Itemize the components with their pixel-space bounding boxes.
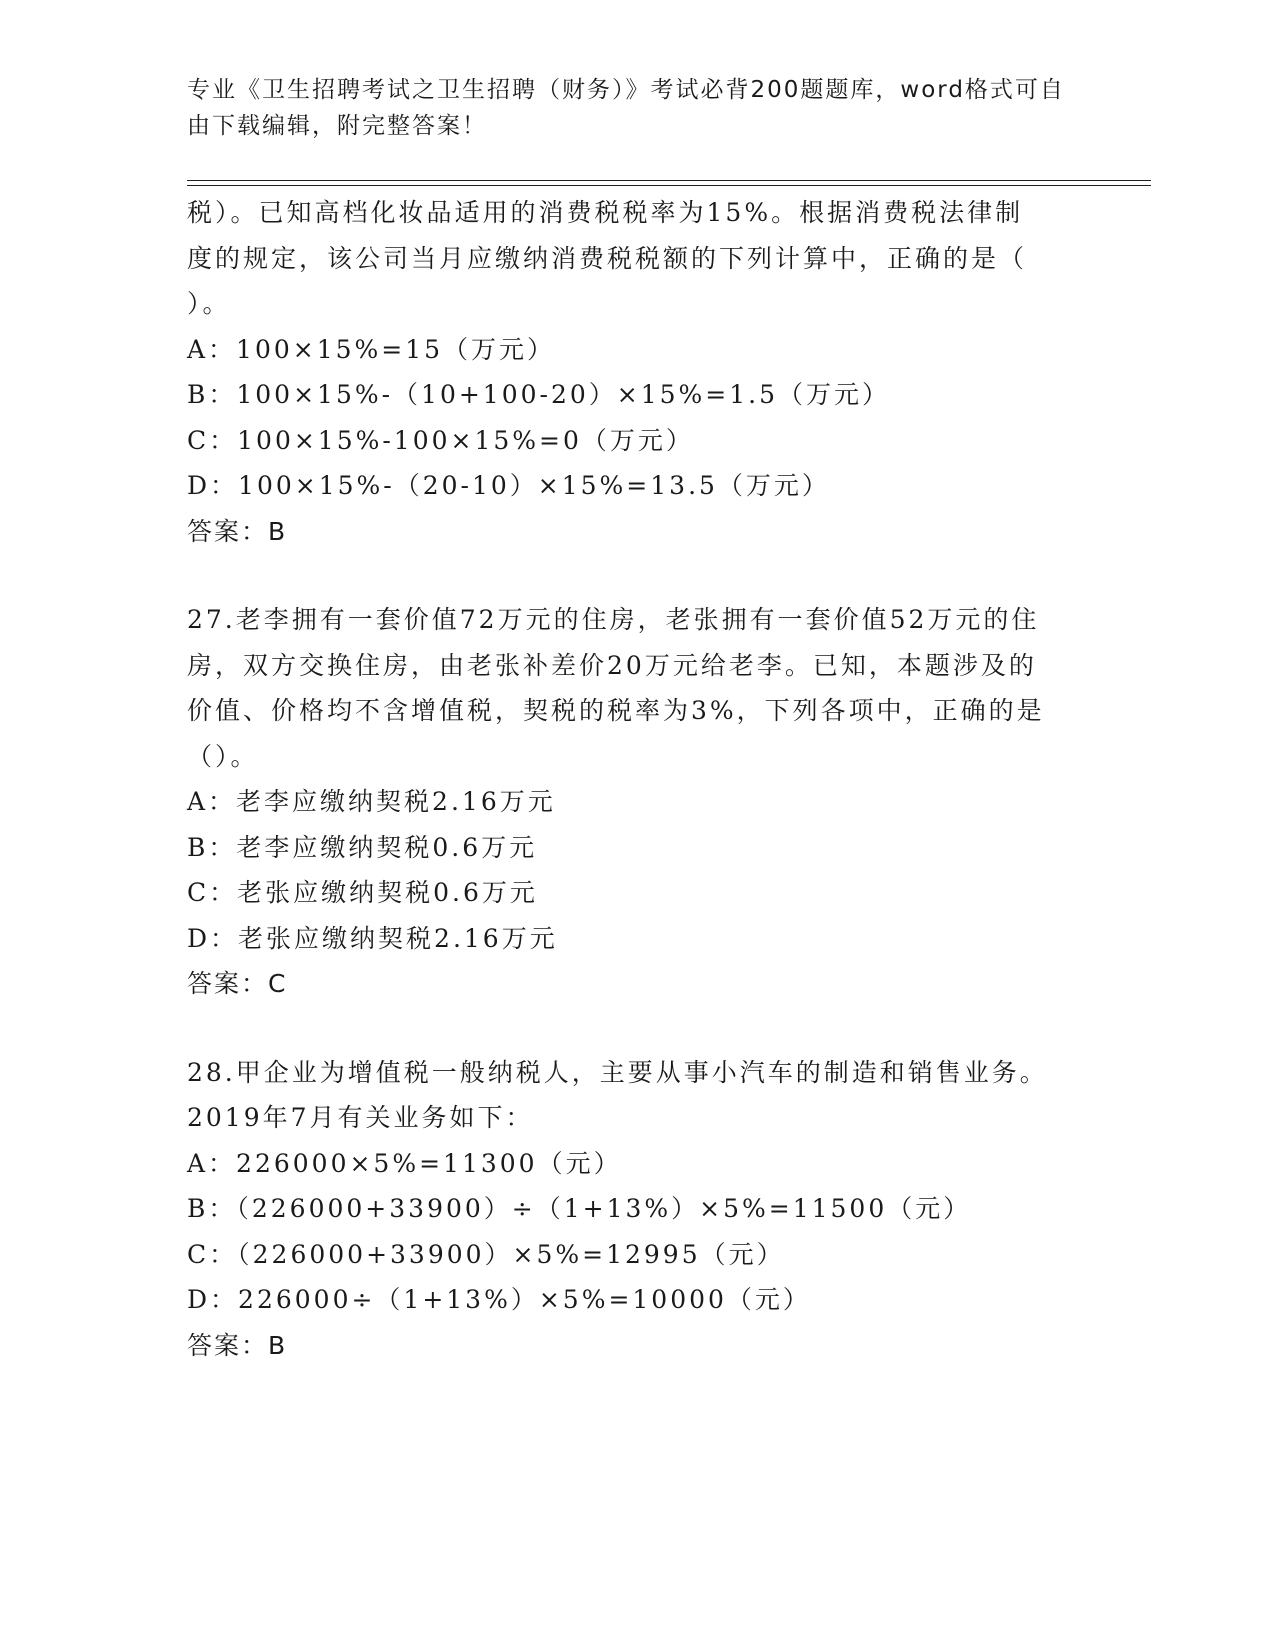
question-26 — [187, 190, 1087, 554]
question-stem-line: 税）。已知高档化妆品适用的消费税税率为15%。根据消费税法律制 — [187, 198, 1024, 227]
option-c: C：100×15%-100×15%=0（万元） — [187, 425, 694, 455]
question-28 — [187, 1050, 1087, 1369]
question-stem-line: ）。 — [187, 289, 231, 318]
header-rule-bottom — [187, 185, 1151, 186]
option-d: D：226000÷（1+13%）×5%=10000（元） — [187, 1285, 811, 1314]
question-stem-line: （）。 — [187, 741, 259, 771]
answer-label: 答案：B — [187, 516, 288, 546]
option-c: C：（226000+33900）×5%=12995（元） — [187, 1239, 785, 1269]
header-rule-top — [187, 180, 1151, 181]
question-stem-line: 2019年7月有关业务如下： — [187, 1103, 534, 1132]
question-gap — [187, 1007, 1087, 1050]
answer-label: 答案：B — [187, 1330, 288, 1360]
option-a: A：100×15%=15（万元） — [187, 334, 556, 364]
answer-label: 答案：C — [187, 969, 288, 998]
option-d: D：老张应缴纳契税2.16万元 — [187, 923, 558, 953]
page-content — [187, 190, 1087, 1368]
question-27 — [187, 597, 1087, 1007]
option-b: B：老李应缴纳契税0.6万元 — [187, 832, 538, 862]
option-d: D：100×15%-（20-10）×15%=13.5（万元） — [187, 471, 830, 500]
question-stem-line: 27.老李拥有一套价值72万元的住房，老张拥有一套价值52万元的住 — [187, 605, 1040, 634]
option-b: B：（226000+33900）÷（1+13%）×5%=11500（元） — [187, 1194, 972, 1223]
question-gap — [187, 554, 1087, 597]
option-b: B：100×15%-（10+100-20）×15%=1.5（万元） — [187, 380, 891, 409]
question-stem-line: 28.甲企业为增值税一般纳税人，主要从事小汽车的制造和销售业务。 — [187, 1057, 1048, 1087]
document-header — [187, 72, 1067, 144]
header-line-1: 专业《卫生招聘考试之卫生招聘（财务）》考试必背200题题库，word格式可自 — [187, 77, 1065, 103]
option-c: C：老张应缴纳契税0.6万元 — [187, 878, 538, 907]
header-line-2: 由下载编辑，附完整答案！ — [187, 113, 487, 139]
question-stem-line: 价值、价格均不含增值税，契税的税率为3%，下列各项中，正确的是 — [187, 696, 1045, 725]
option-a: A：226000×5%=11300（元） — [187, 1148, 622, 1178]
question-stem-line: 房，双方交换住房，由老张补差价20万元给老李。已知，本题涉及的 — [187, 650, 1037, 680]
option-a: A：老李应缴纳契税2.16万元 — [187, 787, 556, 816]
question-stem-line: 度的规定，该公司当月应缴纳消费税税额的下列计算中，正确的是（ — [187, 243, 1028, 273]
